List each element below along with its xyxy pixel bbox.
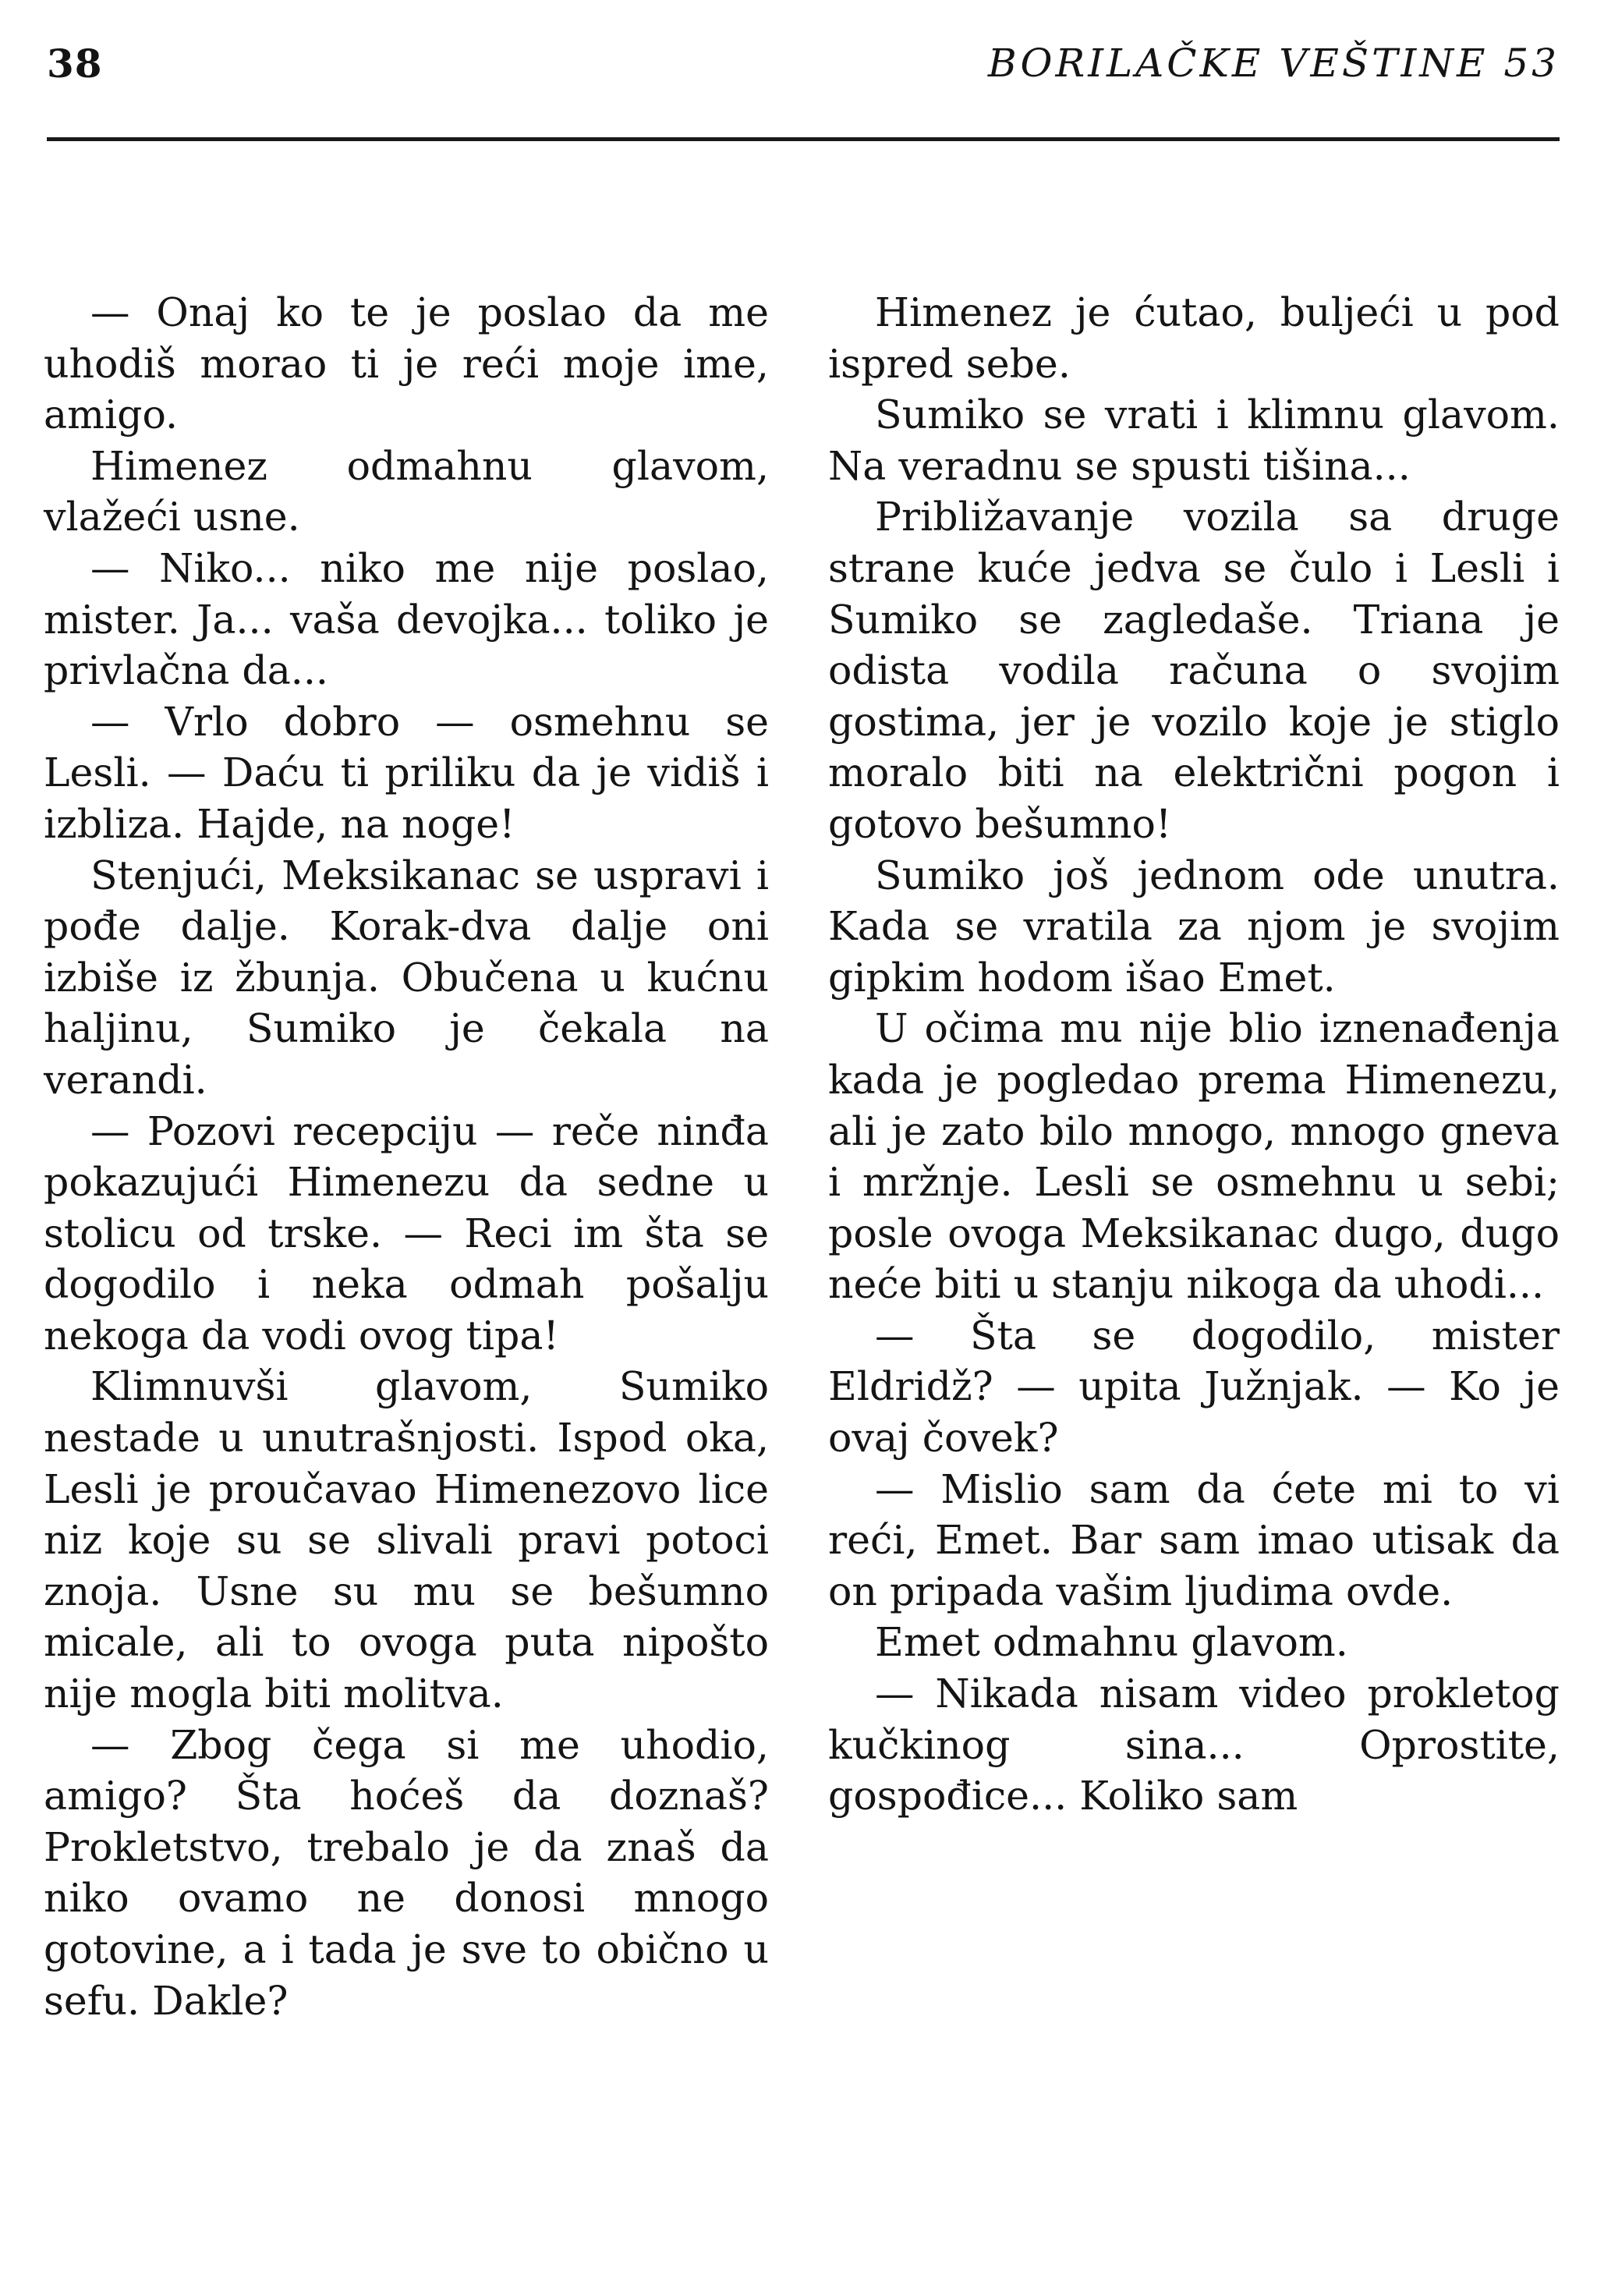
paragraph: Emet odmahnu glavom. — [875, 1619, 1348, 1666]
paragraph: Himenez odmahnu glavom, vlažeći usne. — [44, 442, 769, 540]
running-title: BORILAČKE VEŠTINE 53 — [987, 41, 1560, 86]
paragraph: Približavanje vozila sa druge strane kuće jedva se čulo i Lesli i Sumiko se zagledaše. Triana je odista vodila računa o svojim gostima, jer je vozilo koje je stiglo moralo biti na električni pogon i gotovo bešumno! — [828, 494, 1560, 847]
paragraph: Klimnuvši glavom, Sumiko nestade u unutrašnjosti. Ispod oka, Lesli je proučavao Himenezovo lice niz koje su se slivali pravi potoci znoja. Usne su mu se bešumno micale, ali to ovoga puta nipošto nije mogla biti molitva. — [44, 1363, 769, 1717]
paragraph: — Zbog čega si me uhodio, amigo? Šta hoćeš da doznaš? Prokletstvo, trebalo je da znaš da niko ovamo ne donosi mnogo gotovine, a i tada je sve to obično u sefu. Dakle? — [44, 1721, 769, 2024]
paragraph: — Onaj ko te je poslao da me uhodiš morao ti je reći moje ime, amigo. — [44, 289, 769, 438]
paragraph: Sumiko još jednom ode unutra. Kada se vratila za njom je svojim gipkim hodom išao Emet. — [828, 852, 1560, 1001]
paragraph: Stenjući, Meksikanac se uspravi i pođe dalje. Korak-dva dalje oni izbiše iz žbunja. Obučena u kućnu haljinu, Sumiko je čekala na verandi. — [44, 852, 769, 1103]
paragraph: — Niko... niko me nije poslao, mister. Ja... vaša devojka... toliko je privlačna da... — [44, 544, 769, 694]
paragraph: — Vrlo dobro — osmehnu se Lesli. — Daću ti priliku da je vidiš i izbliza. Hajde, na noge! — [44, 698, 769, 847]
paragraph: — Pozovi recepciju — reče ninđa pokazujući Himenezu da sedne u stolicu od trske. — Reci im šta se dogodilo i neka odmah pošalju nekoga da vodi ovog tipa! — [44, 1107, 769, 1359]
paragraph-continuation: Himenez je ćutao, buljeći u pod ispred sebe. — [828, 289, 1560, 387]
paragraph: Sumiko se vrati i klimnu glavom. Na veradnu se spusti tišina... — [828, 392, 1560, 489]
paragraph: — Mislio sam da ćete mi to vi reći, Emet. Bar sam imao utisak da on pripada vašim ljudima ovde. — [828, 1465, 1560, 1614]
paragraph: — Šta se dogodilo, mister Eldridž? — upita Južnjak. — Ko je ovaj čovek? — [828, 1312, 1560, 1462]
page-header — [47, 34, 1560, 97]
right-column — [828, 287, 1560, 1822]
paragraph: U očima mu nije blio iznenađenja kada je pogledao prema Himenezu, ali je zato bilo mnogo, mnogo gneva i mržnje. Lesli se osmehnu u sebi; posle ovoga Meksikanac dugo, dugo neće biti u stanju nikoga da uhodi... — [828, 1005, 1560, 1308]
left-column — [44, 287, 769, 2026]
header-rule — [47, 137, 1560, 141]
paragraph: — Nikada nisam video prokletog kučkinog sina... Oprostite, gospođice... Koliko sam — [828, 1671, 1560, 1819]
page-number: 38 — [47, 41, 103, 87]
